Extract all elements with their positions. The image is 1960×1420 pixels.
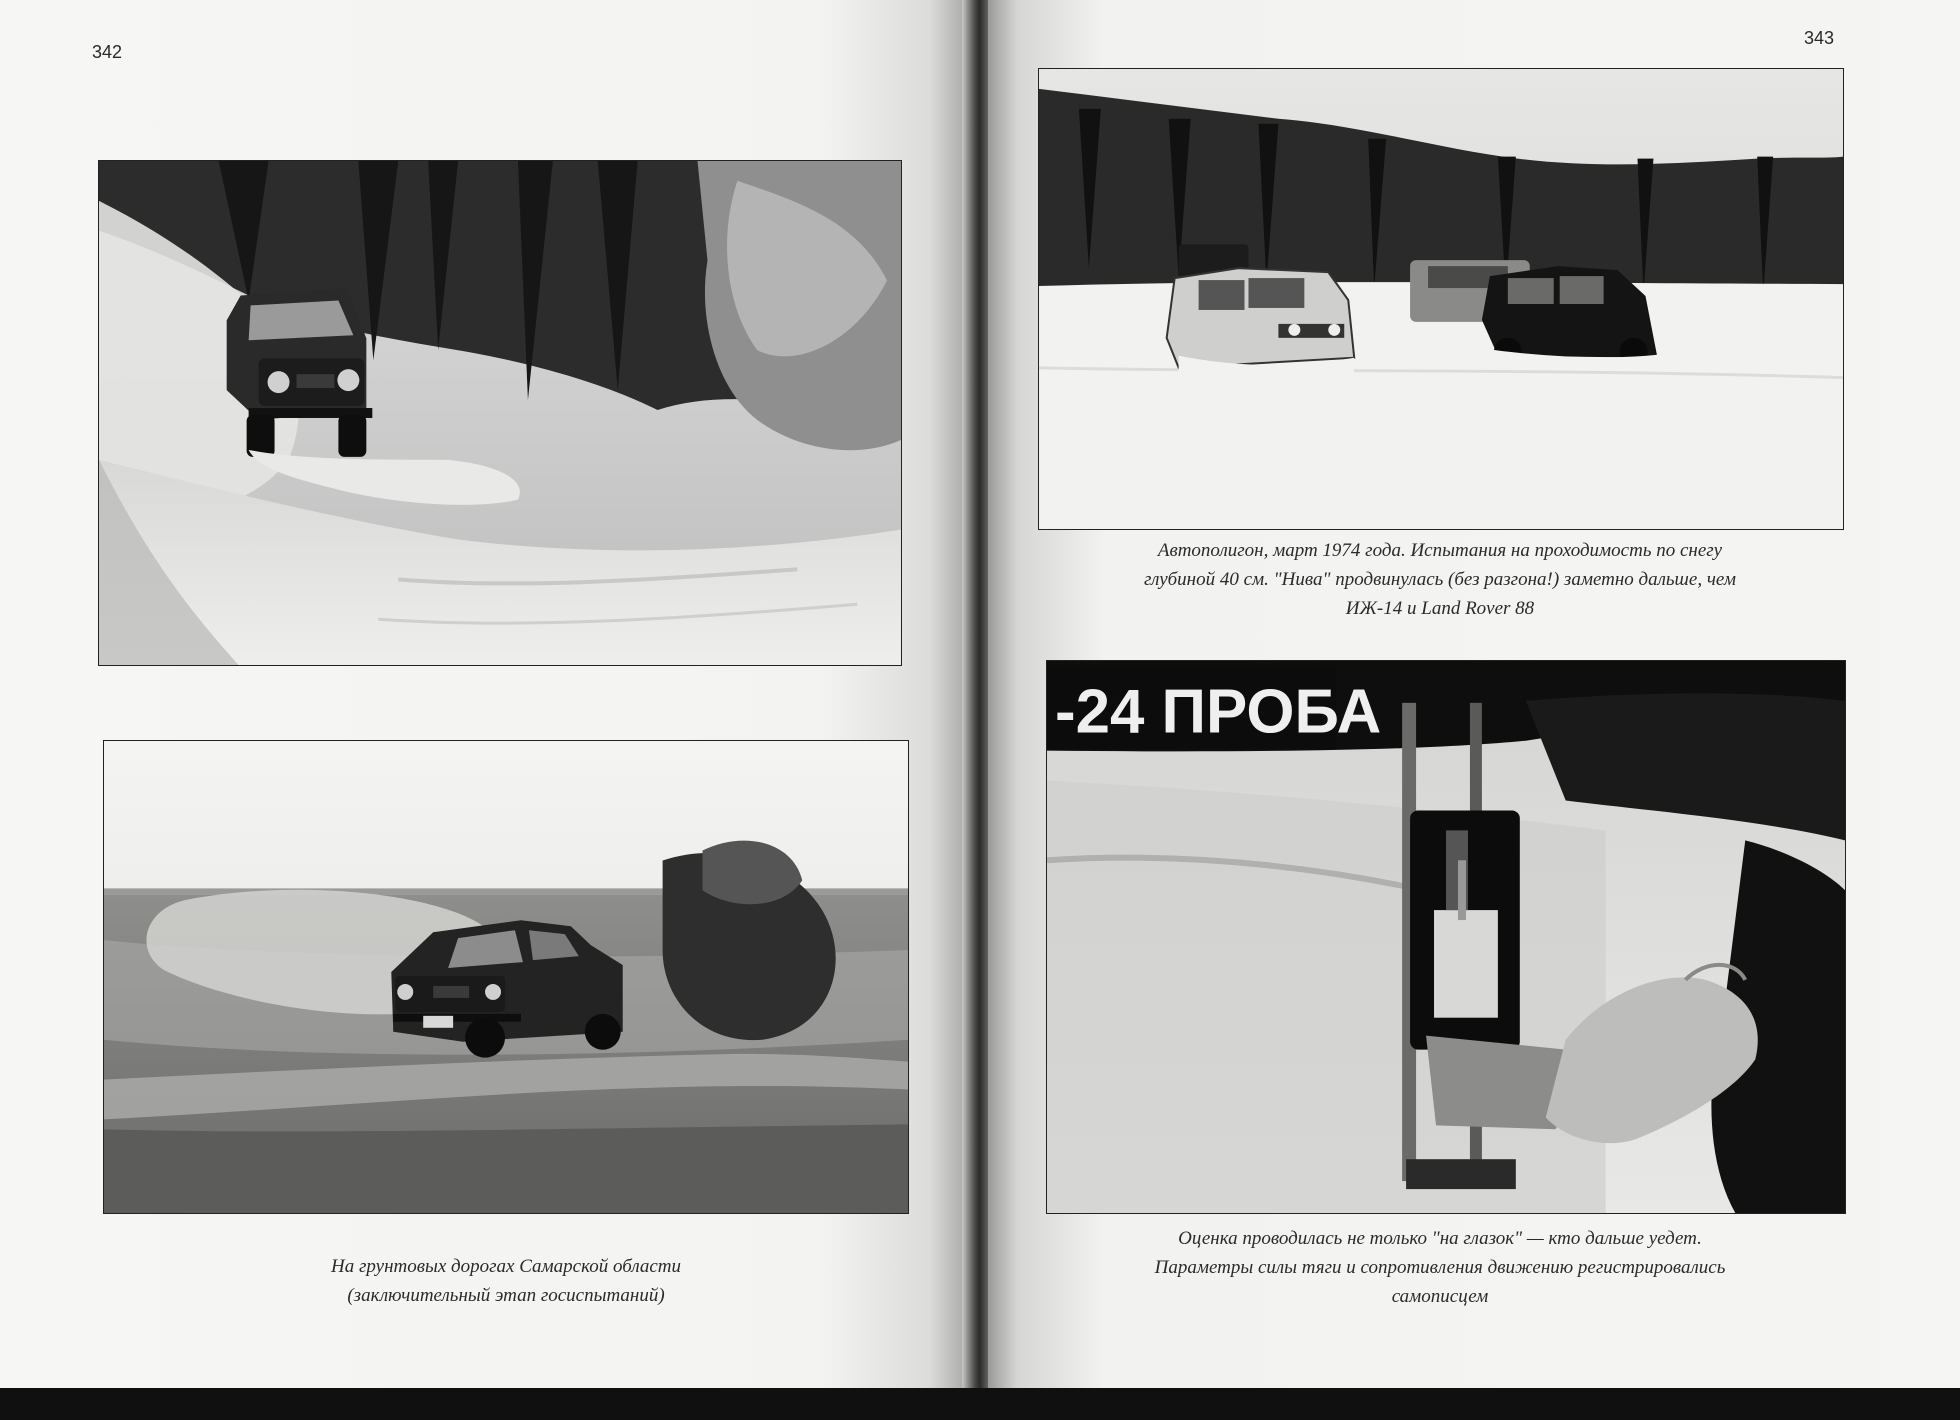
right-page — [988, 0, 1960, 1388]
left-page — [0, 0, 968, 1388]
book-bottom-edge — [0, 1388, 1960, 1420]
photo-car-field-road — [103, 740, 909, 1214]
plate-number-text: -24 ПРОБА — [1054, 677, 1382, 747]
caption-line: Автополигон, март 1974 года. Испытания на проходимость по снегу — [1157, 540, 1723, 561]
recorder-device — [1410, 810, 1520, 1049]
page-number-left: 342 — [92, 42, 123, 62]
caption-right-top — [1026, 536, 1854, 623]
caption-line: Параметры силы тяги и сопротивления движению регистрировались — [1154, 1257, 1726, 1278]
photo-snow-test — [1038, 68, 1844, 530]
photo-traction-recorder — [1046, 660, 1846, 1214]
caption-left — [104, 1252, 908, 1310]
caption-line: На грунтовых дорогах Самарской области — [331, 1256, 681, 1277]
caption-line: ИЖ-14 и Land Rover 88 — [1345, 598, 1535, 619]
page-number-right: 343 — [1804, 28, 1835, 48]
caption-line: Оценка проводилась не только "на глазок" — кто дальше уедет. — [1178, 1228, 1702, 1249]
test-plate-sign — [1047, 667, 1381, 749]
caption-line: самописцем — [1391, 1286, 1489, 1307]
caption-line: (заключительный этап госиспытаний) — [347, 1285, 665, 1306]
caption-right-bottom — [1026, 1224, 1854, 1311]
photo-car-forest-road — [98, 160, 902, 666]
caption-line: глубиной 40 см. "Нива" продвинулась (без разгона!) заметно дальше, чем — [1144, 569, 1736, 590]
